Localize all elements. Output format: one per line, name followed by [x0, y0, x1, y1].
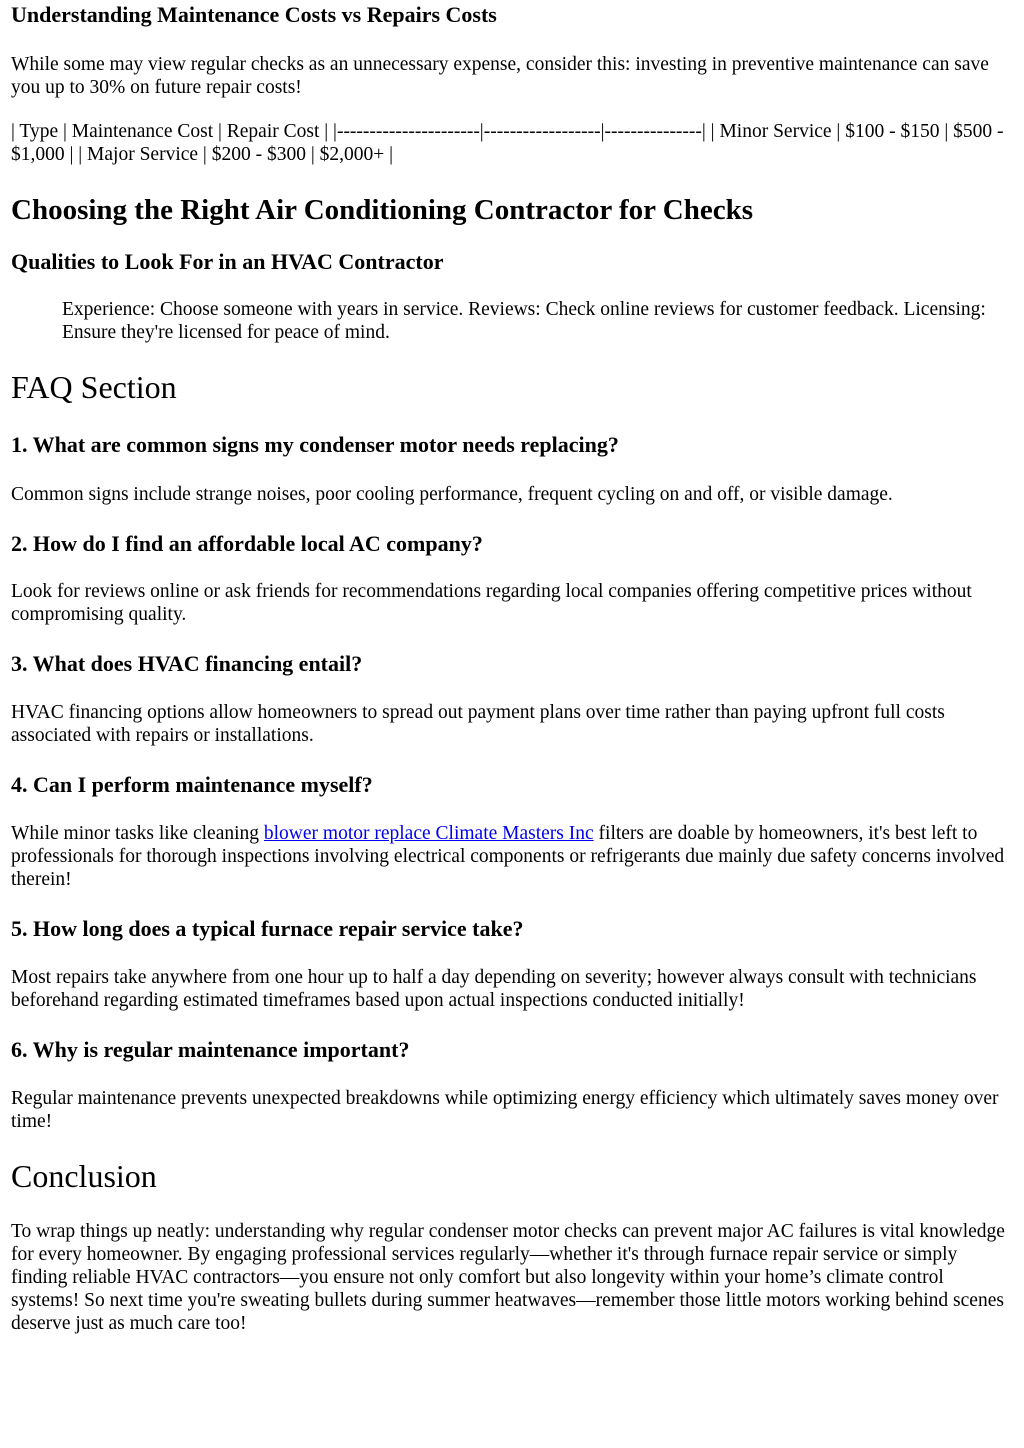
contractor-qualities: Experience: Choose someone with years in service. Reviews: Check online reviews for customer feedback. Licensing: Ensure they're licensed for peace of mind. [62, 299, 986, 343]
article [0, 2, 1024, 1335]
faq-answer-1: Common signs include strange noises, poor cooling performance, frequent cycling on and off, or visible damage. [11, 484, 893, 505]
faq-question-2: 2. How do I find an affordable local AC company? [11, 531, 483, 556]
faq-answer-2: Look for reviews online or ask friends for recommendations regarding local companies offering competitive prices without compromising quality. [11, 581, 972, 625]
costs-heading: Understanding Maintenance Costs vs Repairs Costs [11, 2, 497, 27]
faq-question-1: 1. What are common signs my condenser motor needs replacing? [11, 432, 619, 457]
faq-answer-4 [11, 822, 1014, 891]
conclusion-text: To wrap things up neatly: understanding why regular condenser motor checks can prevent major AC failures is vital knowledge for every homeowner. By engaging professional services regularly—whether it's through furnace repair service or simply finding reliable HVAC contractors—you ensure not only comfort but also longevity within your home’s climate control systems! So next time you're sweating bullets during summer heatwaves—remember those little motors working behind scenes deserve just as much care too! [11, 1221, 1005, 1334]
costs-intro: While some may view regular checks as an unnecessary expense, consider this: investing in preventive maintenance can save you up to 30% on future repair costs! [11, 54, 989, 98]
faq-question-3: 3. What does HVAC financing entail? [11, 651, 363, 676]
faq-question-6: 6. Why is regular maintenance important? [11, 1037, 410, 1062]
conclusion-heading: Conclusion [11, 1158, 157, 1194]
climate-masters-link[interactable]: blower motor replace Climate Masters Inc [263, 823, 594, 844]
faq-answer-5: Most repairs take anywhere from one hour up to half a day depending on severity; however always consult with technicians beforehand regarding estimated timeframes based upon actual inspections conducted initially! [11, 967, 977, 1011]
contractor-subheading: Qualities to Look For in an HVAC Contractor [11, 249, 444, 274]
faq-heading: FAQ Section [11, 369, 177, 405]
faq-answer-4-start: While minor tasks like cleaning [11, 823, 264, 844]
faq-question-5: 5. How long does a typical furnace repair service take? [11, 916, 524, 941]
contractor-heading: Choosing the Right Air Conditioning Contractor for Checks [11, 194, 753, 226]
faq-question-4: 4. Can I perform maintenance myself? [11, 772, 373, 797]
faq-answer-6: Regular maintenance prevents unexpected breakdowns while optimizing energy efficiency which ultimately saves money over time! [11, 1088, 999, 1132]
faq-answer-4-end: filters are doable by homeowners, it's best left to professionals for thorough inspections involving electrical components or refrigerants due mainly due safety concerns involved therein! [11, 823, 1005, 890]
costs-table-text: | Type | Maintenance Cost | Repair Cost | |----------------------|------------------|---------------| | Minor Service | $100 - $150 | $500 - $1,000 | | Major Service | $200 - $300 | $2,000+ | [11, 121, 1004, 165]
faq-answer-3: HVAC financing options allow homeowners to spread out payment plans over time rather than paying upfront full costs associated with repairs or installations. [11, 702, 945, 746]
